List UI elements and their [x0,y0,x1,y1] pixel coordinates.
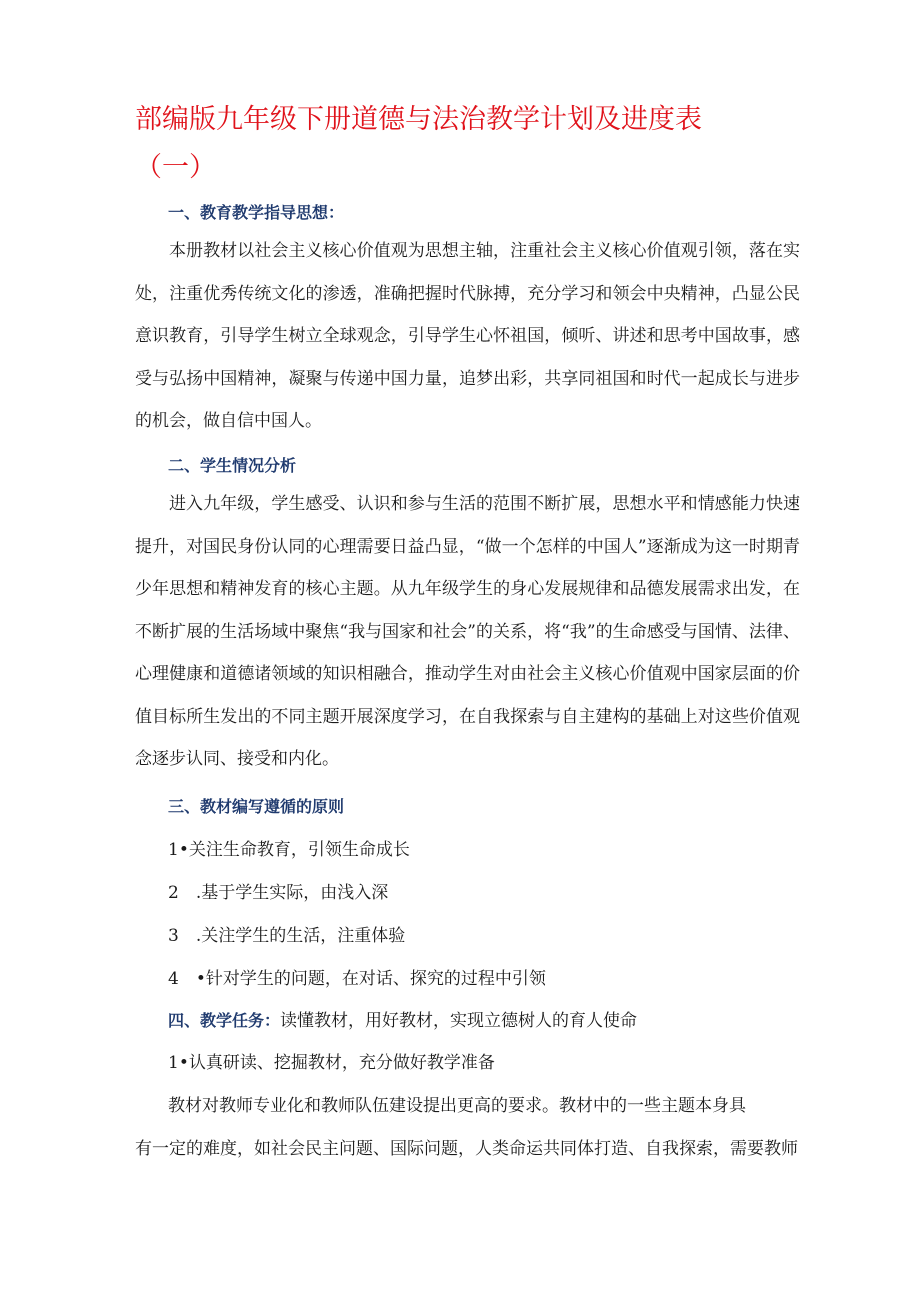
paragraph-student-analysis: 进入九年级，学生感受、认识和参与生活的范围不断扩展，思想水平和情感能力快速提升，对国民身份认同的心理需要日益凸显，“做一个怎样的中国人”逐渐成为这一时期青少年思想和精神发育的核心主题。从九年级学生的身心发展规律和品德发展需求出发，在不断扩展的生活场域中聚焦“我与国家和社会”的关系，将“我”的生命感受与国情、法律、心理健康和道德诸领域的知识相融合，推动学生对由社会主义核心价值观中国家层面的价值目标所生发出的不同主题开展深度学习，在自我探索与自主建构的基础上对这些价值观念逐步认同、接受和内化。 [135,494,800,769]
principle-item-3: 3 .关注学生的生活，注重体验 [168,926,406,946]
section-heading-student-analysis: 二、学生情况分析 [168,456,297,475]
document-title-line-1: 部编版九年级下册道德与法治教学计划及进度表 [135,104,702,135]
principle-item-1: 1•关注生命教育，引领生命成长 [168,840,410,860]
paragraph-guiding-thought: 本册教材以社会主义核心价值观为思想主轴，注重社会主义核心价值观引领，落在实处，注重优秀传统文化的渗透，准确把握时代脉搏，充分学习和领会中央精神，凸显公民意识教育，引导学生树立全球观念，引导学生心怀祖国，倾听、讲述和思考中国故事，感受与弘扬中国精神，凝聚与传递中国力量，追梦出彩，共享同祖国和时代一起成长与进步的机会，做自信中国人。 [135,241,800,431]
principle-item-2: 2 .基于学生实际，由浅入深 [168,883,389,903]
task-text-line-2: 有一定的难度，如社会民主问题、国际问题，人类命运共同体打造、自我探索，需要教师 [135,1139,798,1159]
section-heading-principles: 三、教材编写遵循的原则 [168,797,345,816]
section-heading-teaching-tasks [168,1006,637,1031]
teaching-tasks-label: 四、教学任务： [168,1011,281,1030]
task-text-line-1: 教材对教师专业化和教师队伍建设提出更高的要求。教材中的一些主题本身具 [168,1096,746,1116]
document-title-line-2: （一） [135,152,216,183]
task-item-1: 1•认真研读、挖掘教材，充分做好教学准备 [168,1053,495,1073]
teaching-tasks-text: 读懂教材，用好教材，实现立德树人的育人使命 [280,1011,638,1031]
section-heading-guiding-thought: 一、教育教学指导思想： [168,203,345,222]
principle-item-4: 4 •针对学生的问题，在对话、探究的过程中引领 [168,969,546,989]
